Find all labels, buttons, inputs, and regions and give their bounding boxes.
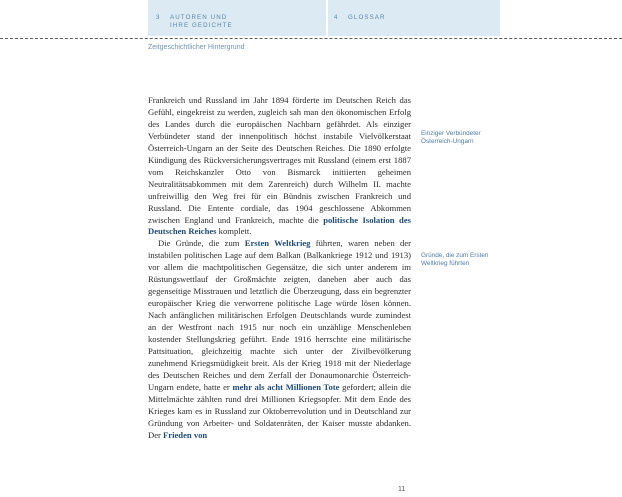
- emphasis-term: politische Isolation des Deutschen Reiches: [148, 214, 411, 237]
- tab-number: 4: [334, 14, 339, 21]
- margin-note-war-causes: Gründe, die zum Ersten Weltkrieg führten: [421, 252, 489, 268]
- page-number: 11: [398, 486, 406, 493]
- tab-title-line2: IHRE GEDICHTE: [170, 22, 233, 29]
- text-run: Frankreich und Russland im Jahr 1894 förderte im Deutschen Reich das Gefühl, eingekreist zu werden, zugleich sah man den ökonomischen Erfolg des Landes durch die europäischen Nachbarn gefährdet. Als einziger Verbündeter stand der innenpolitisch höchst instabile Vielvölkerstaat Österreich-Ungarn an der Seite des Deutschen Reiches. Die 1890 erfolgte Kündigung des Rückversicherungsvertrages mit Russland (einem erst 1887 vom Reichskanzler Otto von Bismarck initiierten geheimen Neutralitätsabkommen mit dem Zarenreich) durch Wilhelm II. machte unfreiwillig den Weg frei für ein Bündnis zwischen Frankreich und Russland. Die Entente cordiale, das 1904 geschlossene Abkommen zwischen England und Frankreich, machte die: [148, 95, 411, 225]
- emphasis-term: mehr als acht Millionen Tote: [232, 381, 340, 392]
- text-run: gefordert; allein die Mittelmächte zählten rund drei Millionen Kriegsopfer. Mit dem Ende des Krieges kam es in Russland zur Oktoberrevolution und in Deutschland zur Gründung von Arbeiter- und Soldatenräten, der Kaiser musste abdanken. Der: [148, 381, 411, 440]
- body-text: [148, 95, 411, 442]
- tab-title-line1: AUTOREN UND: [170, 14, 228, 21]
- emphasis-term: Ersten Weltkrieg: [244, 238, 311, 249]
- text-run: komplett.: [216, 226, 252, 237]
- paragraph: [148, 238, 411, 441]
- tab-title: GLOSSAR: [348, 14, 386, 21]
- tab-number: 3: [156, 14, 161, 21]
- section-label: Zeitgeschichtlicher Hintergrund: [148, 44, 245, 51]
- text-run: Die Gründe, die zum: [158, 238, 245, 249]
- text-run: führten, waren neben der instabilen politischen Lage auf dem Balkan (Balkankriege 1912 und 1913) vor allem die machtpolitischen Gegensätze, die sich unter anderem im Rüstungswettlauf der Großmächte zeigten, daneben aber auch das gegenseitige Misstrauen und letztlich die Überzeugung, dass ein begrenzter europäischer Krieg die verworrene politische Lage würde lösen können. Nach anfänglichen militärischen Erfolgen Deutschlands wurde zumindest an der Westfront nach 1915 nur noch ein unzählige Menschenleben kostender Stellungskrieg geführt. Ende 1916 herrschte eine militärische Pattsituation, gleichzeitig machte sich unter der Zivilbevölkerung zunehmend Kriegsmüdigkeit breit. Als der Krieg 1918 mit der Niederlage des Deutschen Reiches und dem Zerfall der Donaumonarchie Österreich-Ungarn endete, hatte er: [148, 238, 412, 392]
- header-band: [0, 0, 622, 40]
- chapter-tab-glossary[interactable]: [328, 0, 500, 36]
- chapter-tab-authors[interactable]: [148, 0, 326, 36]
- paragraph: [148, 95, 411, 238]
- dashed-divider: [0, 38, 622, 39]
- emphasis-term: Frieden von: [163, 429, 208, 440]
- margin-note-ally: Einziger Verbündeter Österreich-Ungarn: [421, 130, 481, 146]
